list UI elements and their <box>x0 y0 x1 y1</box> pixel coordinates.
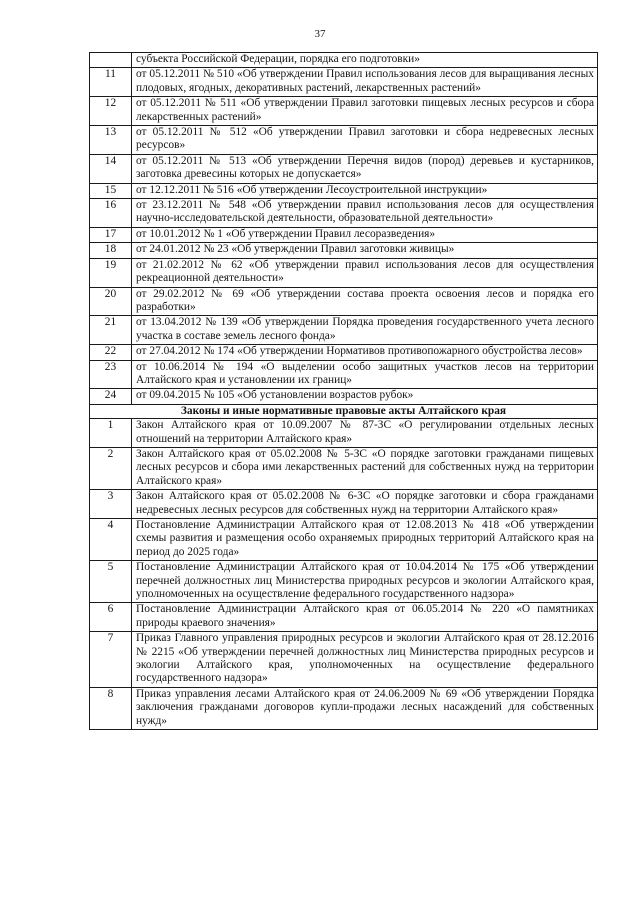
row-number: 11 <box>90 68 132 97</box>
table-row <box>90 53 598 68</box>
page-number: 37 <box>314 28 326 40</box>
table-row <box>90 243 598 258</box>
row-text: от 05.12.2011 № 510 «Об утверждении Правил использования лесов для выращивания лесных плодовых, ягодных, декоративных растений, лекарственных растений» <box>132 68 598 97</box>
table-row <box>90 316 598 345</box>
table-row <box>90 258 598 287</box>
regional-section <box>90 404 598 418</box>
row-text: Приказ Главного управления природных ресурсов и экологии Алтайского края от 28.12.2016 № 2215 «Об утверждении перечней должностных лиц Министерства природных ресурсов и экологии Алтайского края, уполномоченных на осуществление федерального государственного надзора» <box>132 632 598 688</box>
row-text: от 13.04.2012 № 139 «Об утверждении Порядка проведения государственного учета лесного участка в составе земель лесного фонда» <box>132 316 598 345</box>
table-row <box>90 603 598 632</box>
row-text: от 12.12.2011 № 516 «Об утверждении Лесоустроительной инструкции» <box>132 183 598 198</box>
row-number: 13 <box>90 126 132 155</box>
row-number: 5 <box>90 561 132 603</box>
row-text: Постановление Администрации Алтайского края от 06.05.2014 № 220 «О памятниках природы краевого значения» <box>132 603 598 632</box>
row-text: от 23.12.2011 № 548 «Об утверждении правил использования лесов для осуществления научно-исследовательской деятельности, образовательной деятельности» <box>132 199 598 228</box>
regulations-table <box>89 52 598 730</box>
row-text: Постановление Администрации Алтайского края от 12.08.2013 № 418 «Об утверждении схемы развития и размещения особо охраняемых природных территорий Алтайского края на период до 2025 года» <box>132 519 598 561</box>
table-row <box>90 687 598 729</box>
row-number: 15 <box>90 183 132 198</box>
row-number: 23 <box>90 360 132 389</box>
row-text: от 10.01.2012 № 1 «Об утверждении Правил лесоразведения» <box>132 227 598 242</box>
row-number: 2 <box>90 447 132 489</box>
table-row <box>90 68 598 97</box>
row-number: 8 <box>90 687 132 729</box>
regional-acts-rows <box>90 419 598 730</box>
row-number: 12 <box>90 97 132 126</box>
row-number <box>90 53 132 68</box>
row-text: Приказ управления лесами Алтайского края от 24.06.2009 № 69 «Об утверждении Порядка заключения гражданами договоров купли-продажи лесных насаждений для собственных нужд» <box>132 687 598 729</box>
table-row <box>90 360 598 389</box>
row-number: 17 <box>90 227 132 242</box>
row-number: 4 <box>90 519 132 561</box>
row-number: 18 <box>90 243 132 258</box>
row-number: 19 <box>90 258 132 287</box>
row-number: 6 <box>90 603 132 632</box>
table-row <box>90 389 598 404</box>
table-row <box>90 561 598 603</box>
table-row <box>90 154 598 183</box>
table-row <box>90 126 598 155</box>
table-row <box>90 419 598 448</box>
row-text: от 29.02.2012 № 69 «Об утверждении состава проекта освоения лесов и порядка его разработки» <box>132 287 598 316</box>
table-row <box>90 447 598 489</box>
row-text: от 24.01.2012 № 23 «Об утверждении Правил заготовки живицы» <box>132 243 598 258</box>
row-text: Постановление Администрации Алтайского края от 10.04.2014 № 175 «Об утверждении перечней должностных лиц Министерства природных ресурсов и экологии Алтайского края, уполномоченных на осуществление федерального государственного надзора» <box>132 561 598 603</box>
row-text: от 10.06.2014 № 194 «О выделении особо защитных участков лесов на территории Алтайского края и установлении их границ» <box>132 360 598 389</box>
row-number: 7 <box>90 632 132 688</box>
row-number: 24 <box>90 389 132 404</box>
row-text: от 21.02.2012 № 62 «Об утверждении правил использования лесов для осуществления рекреационной деятельности» <box>132 258 598 287</box>
row-text: Закон Алтайского края от 05.02.2008 № 6-ЗС «О порядке заготовки и сбора гражданами недревесных лесных ресурсов для собственных нужд на территории Алтайского края» <box>132 490 598 519</box>
row-number: 1 <box>90 419 132 448</box>
table-row <box>90 183 598 198</box>
row-text: Закон Алтайского края от 05.02.2008 № 5-ЗС «О порядке заготовки гражданами пищевых лесных ресурсов и сбора ими лекарственных растений для собственных нужд на территории Алтайского края» <box>132 447 598 489</box>
table-row <box>90 490 598 519</box>
row-number: 21 <box>90 316 132 345</box>
table-row <box>90 199 598 228</box>
row-text: от 05.12.2011 № 511 «Об утверждении Правил заготовки пищевых лесных ресурсов и сбора лекарственных растений» <box>132 97 598 126</box>
row-text: от 05.12.2011 № 513 «Об утверждении Перечня видов (пород) деревьев и кустарников, заготовка древесины которых не допускается» <box>132 154 598 183</box>
row-text: от 09.04.2015 № 105 «Об установлении возрастов рубок» <box>132 389 598 404</box>
section-header-row <box>90 404 598 418</box>
table-row <box>90 632 598 688</box>
row-text: от 27.04.2012 № 174 «Об утверждении Нормативов противопожарного обустройства лесов» <box>132 345 598 360</box>
row-text: Закон Алтайского края от 10.09.2007 № 87-ЗС «О регулировании отдельных лесных отношений на территории Алтайского края» <box>132 419 598 448</box>
row-text: субъекта Российской Федерации, порядка его подготовки» <box>132 53 598 68</box>
row-number: 16 <box>90 199 132 228</box>
row-number: 22 <box>90 345 132 360</box>
row-number: 20 <box>90 287 132 316</box>
table-row <box>90 97 598 126</box>
table-row <box>90 345 598 360</box>
row-number: 14 <box>90 154 132 183</box>
row-number: 3 <box>90 490 132 519</box>
row-text: от 05.12.2011 № 512 «Об утверждении Правил заготовки и сбора недревесных лесных ресурсов» <box>132 126 598 155</box>
table-row <box>90 287 598 316</box>
federal-acts-rows <box>90 53 598 405</box>
table-row <box>90 227 598 242</box>
table-row <box>90 519 598 561</box>
section-title: Законы и иные нормативные правовые акты Алтайского края <box>90 404 598 418</box>
